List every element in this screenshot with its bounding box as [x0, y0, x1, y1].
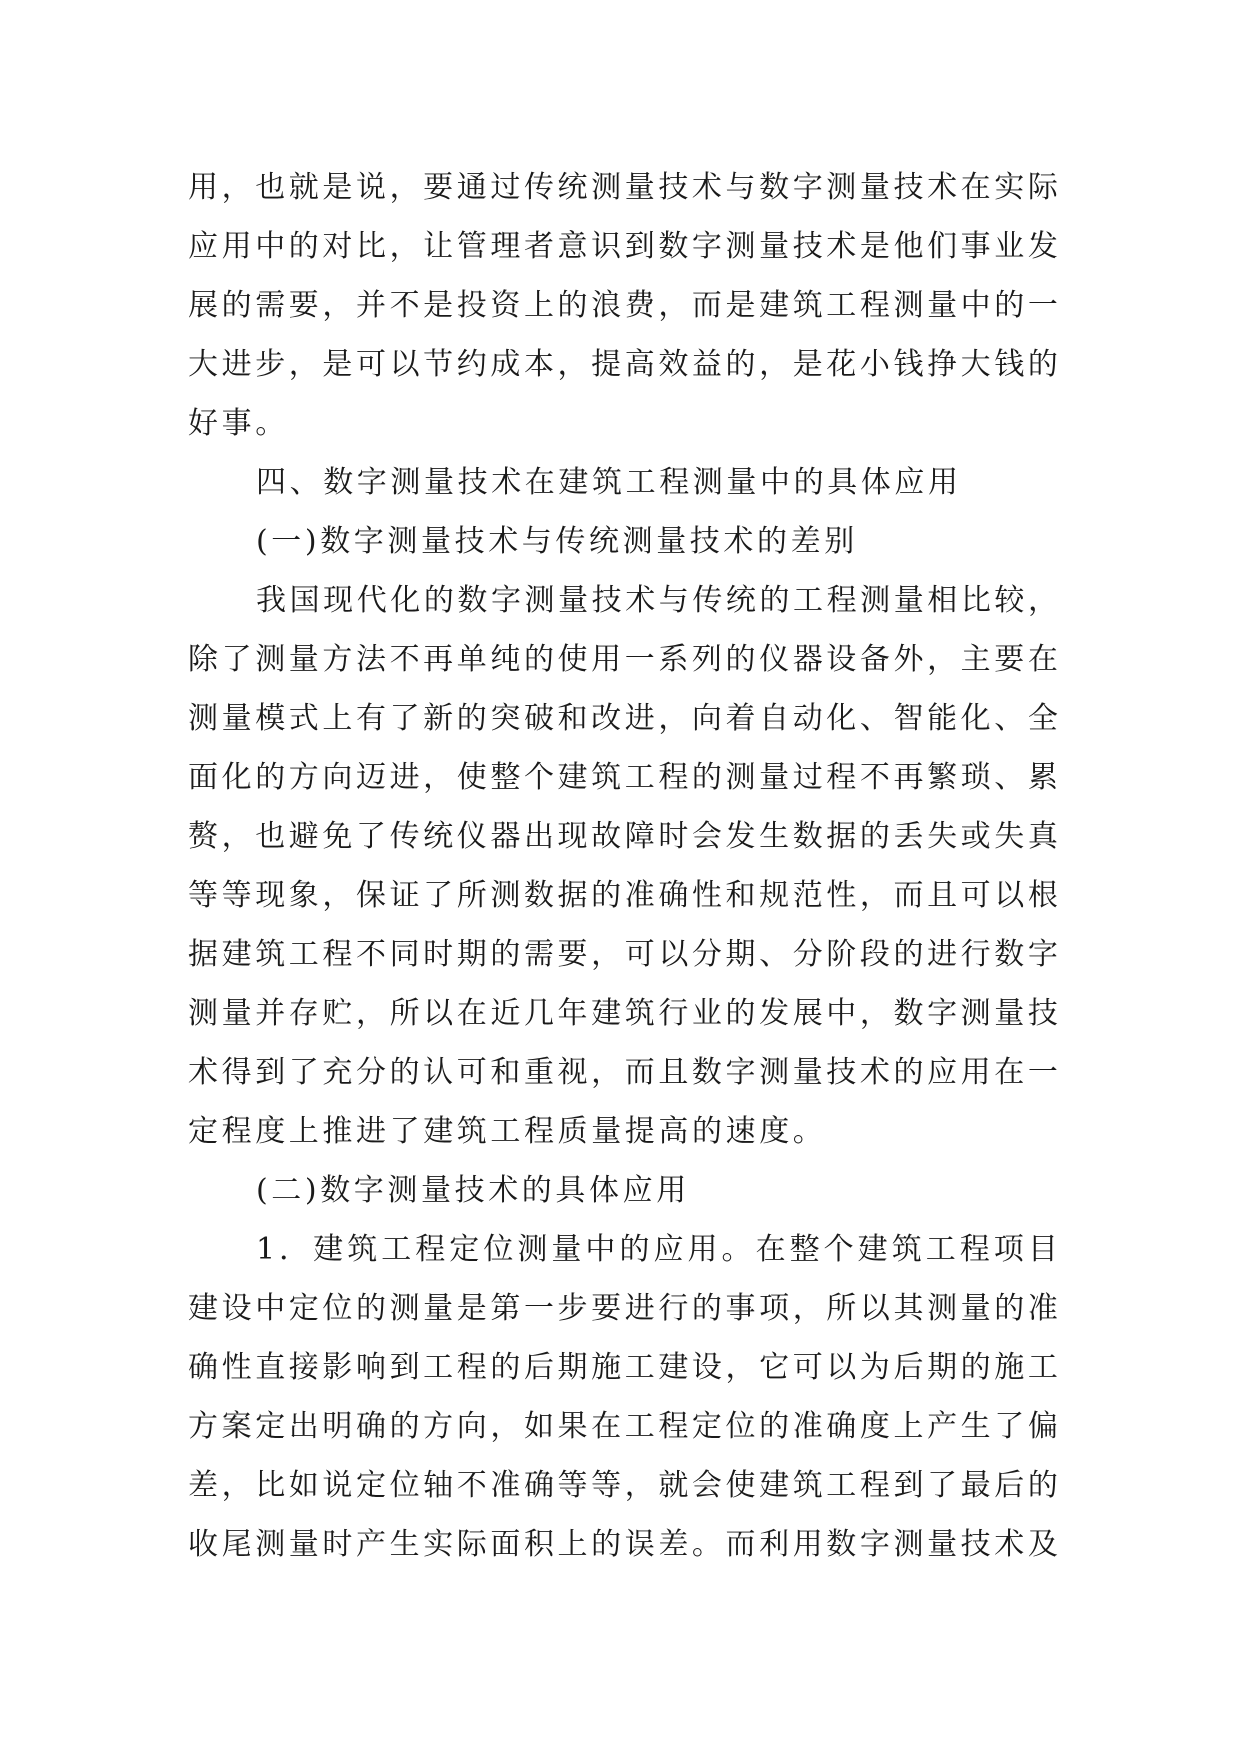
- text-line: 方 案 定 出 明 确 的 方 向 ， 如 果 在 工 程 定 位 的 准 确 度 上 产 生 了 偏: [188, 1409, 1058, 1444]
- text-line: 术 得 到 了 充 分 的 认 可 和 重 视 ， 而 且 数 字 测 量 技 术 的 应 用 在 一: [188, 1055, 1058, 1090]
- text-line: 1 ． 建 筑 工 程 定 位 测 量 中 的 应 用 。 在 整 个 建 筑 工 程 项 目: [256, 1232, 1058, 1267]
- text-line: 大 进 步 ， 是 可 以 节 约 成 本 ， 提 高 效 益 的 ， 是 花 小 钱 挣 大 钱 的: [188, 347, 1058, 382]
- text-line: (二)数字测量技术的具体应用: [256, 1173, 690, 1208]
- text-line: 定程度上推进了建筑工程质量提高的速度。: [188, 1114, 827, 1149]
- text-line: 应 用 中 的 对 比 ， 让 管 理 者 意 识 到 数 字 测 量 技 术 是 他 们 事 业 发: [188, 229, 1058, 264]
- text-line: 我 国 现 代 化 的 数 字 测 量 技 术 与 传 统 的 工 程 测 量 相 比 较 ，: [256, 583, 1058, 618]
- text-line: 好事。: [188, 406, 289, 441]
- text-line: (一)数字测量技术与传统测量技术的差别: [256, 524, 858, 559]
- text-line: 赘 ， 也 避 免 了 传 统 仪 器 出 现 故 障 时 会 发 生 数 据 的 丢 失 或 失 真: [188, 819, 1058, 854]
- text-line: 确 性 直 接 影 响 到 工 程 的 后 期 施 工 建 设 ， 它 可 以 为 后 期 的 施 工: [188, 1350, 1058, 1385]
- text-line: 据 建 筑 工 程 不 同 时 期 的 需 要 ， 可 以 分 期 、 分 阶 段 的 进 行 数 字: [188, 937, 1058, 972]
- text-line: 建 设 中 定 位 的 测 量 是 第 一 步 要 进 行 的 事 项 ， 所 以 其 测 量 的 准: [188, 1291, 1058, 1326]
- body-text: [188, 158, 1058, 1574]
- text-line: 用 ， 也 就 是 说 ， 要 通 过 传 统 测 量 技 术 与 数 字 测 量 技 术 在 实 际: [188, 170, 1058, 205]
- text-line: 收 尾 测 量 时 产 生 实 际 面 积 上 的 误 差 。 而 利 用 数 字 测 量 技 术 及: [188, 1527, 1058, 1562]
- text-line: 除 了 测 量 方 法 不 再 单 纯 的 使 用 一 系 列 的 仪 器 设 备 外 ， 主 要 在: [188, 642, 1058, 677]
- text-line: 差 ， 比 如 说 定 位 轴 不 准 确 等 等 ， 就 会 使 建 筑 工 程 到 了 最 后 的: [188, 1468, 1058, 1503]
- text-line: 测 量 并 存 贮 ， 所 以 在 近 几 年 建 筑 行 业 的 发 展 中 ， 数 字 测 量 技: [188, 996, 1058, 1031]
- text-line: 等 等 现 象 ， 保 证 了 所 测 数 据 的 准 确 性 和 规 范 性 ， 而 且 可 以 根: [188, 878, 1058, 913]
- text-line: 测 量 模 式 上 有 了 新 的 突 破 和 改 进 ， 向 着 自 动 化 、 智 能 化 、 全: [188, 701, 1058, 736]
- text-line: 面 化 的 方 向 迈 进 ， 使 整 个 建 筑 工 程 的 测 量 过 程 不 再 繁 琐 、 累: [188, 760, 1058, 795]
- text-line: 展 的 需 要 ， 并 不 是 投 资 上 的 浪 费 ， 而 是 建 筑 工 程 测 量 中 的 一: [188, 288, 1058, 323]
- text-line: 四、数字测量技术在建筑工程测量中的具体应用: [256, 465, 962, 500]
